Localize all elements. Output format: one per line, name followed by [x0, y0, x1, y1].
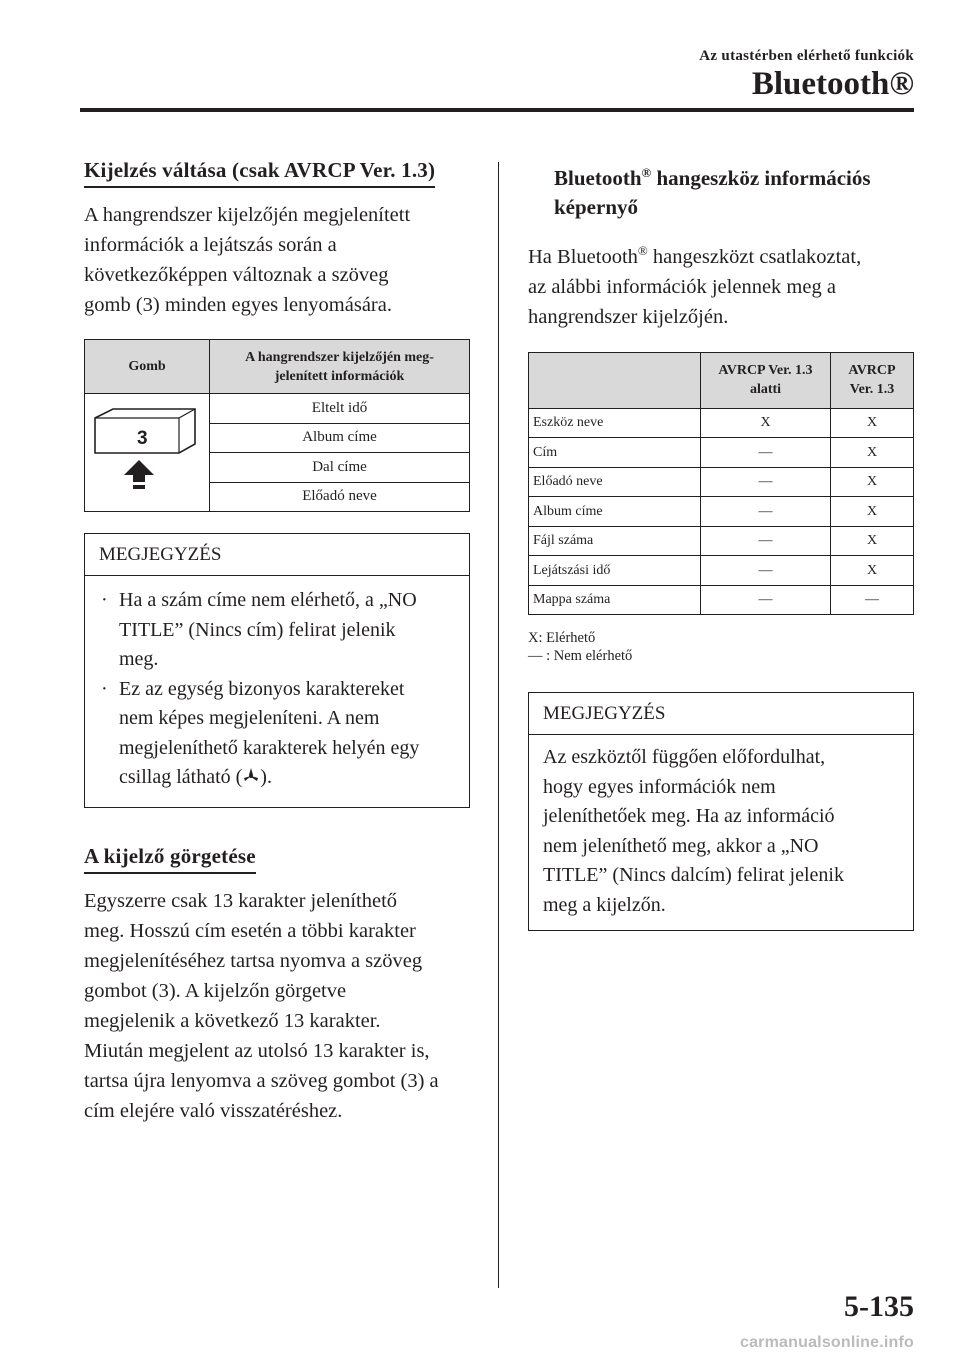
table-header-empty — [529, 352, 701, 408]
table-header-info: A hangrendszer kijelzőjén meg- jelenített információk — [210, 340, 470, 394]
scroll-paragraph — [84, 886, 470, 1126]
column-divider — [498, 162, 499, 1288]
text-line: információk a lejátszás során a — [84, 234, 337, 256]
page-number: 5-135 — [844, 1290, 914, 1323]
avrcp-info-table — [528, 352, 914, 616]
asterisk-icon — [242, 767, 260, 785]
table-row: Fájl száma — X — [529, 526, 914, 556]
text-line: tartsa újra lenyomva a szöveg gombot (3) a — [84, 1069, 439, 1092]
table-cell: Előadó neve — [210, 482, 470, 512]
table-row: Előadó neve — X — [529, 467, 914, 497]
text-line: meg. Hosszú cím esetén a többi karakter — [84, 919, 416, 942]
text-line: gomb (3) minden egyes lenyomására. — [84, 294, 392, 316]
heading-bluetooth-info: Bluetooth® hangeszköz információs képernyő — [554, 165, 871, 219]
section-title: Az utastérben elérhető funkciók — [699, 48, 914, 64]
button-illustration-cell — [85, 394, 210, 512]
table-row: Cím — X — [529, 438, 914, 468]
text-line: megjelenítéséhez tartsa nyomva a szöveg — [84, 949, 423, 972]
text-line: Egyszerre csak 13 karakter jeleníthető — [84, 889, 398, 912]
left-column — [84, 158, 470, 1126]
text-button-icon — [91, 406, 203, 494]
header-rule — [80, 108, 914, 112]
heading-display-switch: Kijelzés váltása (csak AVRCP Ver. 1.3) — [84, 158, 435, 188]
table-cell: Dal címe — [210, 453, 470, 483]
note-title: MEGJEGYZÉS — [529, 693, 913, 735]
bt-intro-paragraph — [528, 236, 914, 332]
table-cell: Album címe — [210, 423, 470, 453]
intro-paragraph — [84, 200, 470, 320]
list-item: · Ha a szám címe nem elérhető, a „NO TITLE” (Nincs cím) felirat jelenik meg. — [99, 586, 455, 675]
text-line: következőképpen változnak a szöveg — [84, 264, 389, 286]
note-body — [85, 576, 469, 807]
text-line: megjelenik a következő 13 karakter. — [84, 1009, 381, 1032]
table-header-below13: AVRCP Ver. 1.3 alatti — [701, 352, 831, 408]
table-legend: X: Elérhető — : Nem elérhető — [528, 630, 633, 665]
list-item: · Ez az egység bizonyos karaktereket nem képes megjeleníteni. A nem megjeleníthető karakterek helyén egy csillag látható ( ). — [99, 675, 455, 793]
table-cell: Eltelt idő — [210, 394, 470, 424]
watermark: carmanualsonline.info — [739, 1334, 914, 1351]
note-box — [84, 533, 470, 808]
bullet-icon: · — [101, 677, 108, 700]
note-title: MEGJEGYZÉS — [85, 534, 469, 576]
text-line: az alábbi információk jelennek meg a — [528, 275, 836, 298]
text-line: gombot (3). A kijelzőn görgetve — [84, 979, 347, 1002]
table-row: Eszköz neve X X — [529, 408, 914, 438]
heading-scroll: A kijelző görgetése — [84, 844, 256, 874]
svg-text:3: 3 — [137, 428, 148, 449]
text-line: A hangrendszer kijelzőjén megjelenített — [84, 204, 411, 226]
table-row: Mappa száma — — — [529, 585, 914, 615]
note-body: Az eszköztől függően előfordulhat, hogy egyes információk nem jeleníthetőek meg. Ha az információ nem jeleníthető meg, akkor a „NO TITLE” (Nincs dalcím) felirat jelenik meg a kijelzőn. — [543, 746, 844, 916]
page-title: Bluetooth® — [751, 66, 914, 102]
table-row: Album címe — X — [529, 497, 914, 527]
table-header-v13: AVRCP Ver. 1.3 — [831, 352, 914, 408]
bullet-icon: · — [101, 589, 108, 611]
text-line: Ha Bluetooth® hangeszközt csatlakoztat, — [528, 243, 862, 268]
note-box — [528, 692, 914, 931]
table-header-button: Gomb — [85, 340, 210, 394]
text-line: cím elejére való visszatéréshez. — [84, 1099, 343, 1122]
button-info-table — [84, 339, 470, 512]
text-line: hangrendszer kijelzőjén. — [528, 305, 729, 328]
table-row: Lejátszási idő — X — [529, 556, 914, 586]
text-line: Miután megjelent az utolsó 13 karakter is, — [84, 1039, 430, 1062]
right-column — [528, 158, 914, 931]
